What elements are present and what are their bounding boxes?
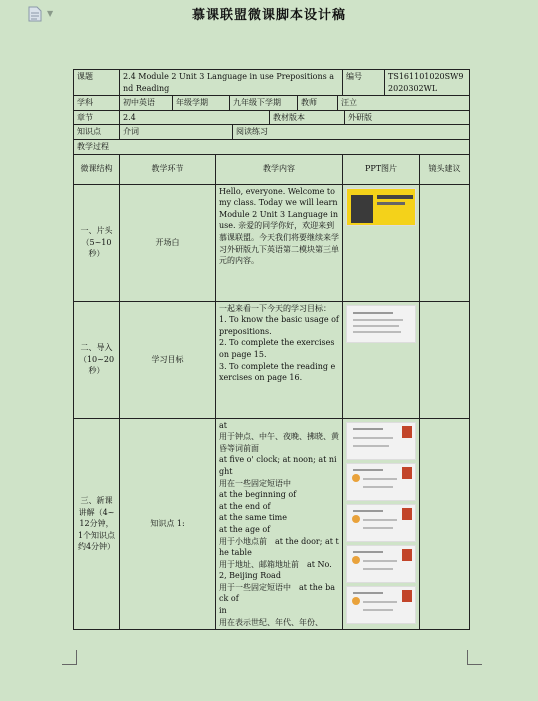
- page-title: 慕课联盟微课脚本设计稿: [191, 8, 346, 23]
- process-row: [74, 139, 470, 154]
- row-shot: [420, 418, 470, 630]
- ppt-thumbnail: [346, 463, 416, 501]
- row-step: 学习目标: [120, 301, 216, 418]
- row-content: at 用于钟点、中午、夜晚、拂晓、黄昏等词前面 at five o' clock; at noon; at night 用在一些固定短语中 at the beginning of at the end of at the same time at the age of 用于小地点前 at the door; at the table 用于地址、邮箱地址前 at No.2, Beijing Road 用于一些固定短语中 at the back of in 用在表示世纪、年代、年份、: [216, 418, 343, 630]
- row-shot: [420, 301, 470, 418]
- chapter-value: 2.4: [120, 111, 270, 125]
- header-structure: 微课结构: [74, 154, 120, 184]
- page-corner-mark: [62, 650, 77, 665]
- row-opening: [74, 184, 470, 301]
- topic-row: [74, 70, 470, 96]
- ppt-thumbnail: [346, 504, 416, 542]
- teacher-label: 教师: [298, 96, 338, 110]
- code-value: TS161101020SW92020302WL: [388, 72, 464, 93]
- subject-label: 学科: [74, 96, 120, 111]
- ppt-thumbnail: [346, 545, 416, 583]
- row-content: 一起来看一下今天的学习目标： 1. To know the basic usage of prepositions. 2. To complete the exercises on page 15. 3. To complete the reading exercises on page 16.: [216, 301, 343, 418]
- row-structure: 二、导入（10~20秒）: [74, 301, 120, 418]
- knowledge-row: [74, 125, 470, 140]
- script-table: [73, 69, 470, 630]
- row-structure: 一、片头（5~10秒）: [74, 184, 120, 301]
- row-ppt: [343, 184, 420, 301]
- header-row: [74, 154, 470, 184]
- process-label: 教学过程: [74, 139, 470, 154]
- knowledge-value: 介词: [120, 125, 233, 139]
- header-ppt: PPT图片: [343, 154, 420, 184]
- knowledge-value-2: 阅读练习: [236, 127, 268, 137]
- topic-label: 课题: [74, 70, 120, 96]
- header-step: 教学环节: [120, 154, 216, 184]
- row-structure: 三、新课讲解（4~12分钟，1个知识点约4分钟）: [74, 418, 120, 630]
- edition-value: 外研版: [348, 112, 372, 122]
- row-step: 开场白: [120, 184, 216, 301]
- row-shot: [420, 184, 470, 301]
- teacher-value: 汪立: [341, 98, 357, 108]
- code-label: 编号: [343, 70, 385, 95]
- knowledge-label: 知识点: [74, 125, 120, 140]
- header-content: 教学内容: [216, 154, 343, 184]
- row-step: 知识点 1:: [120, 418, 216, 630]
- chapter-label: 章节: [74, 110, 120, 125]
- ppt-thumbnail: [346, 305, 416, 343]
- subject-value: 初中英语: [120, 96, 173, 110]
- edition-label: 教材版本: [270, 111, 345, 125]
- ppt-thumbnail: [346, 586, 416, 624]
- page-corner-mark: [467, 650, 482, 665]
- topic-value: 2.4 Module 2 Unit 3 Language in use Prepositions and Reading: [120, 70, 343, 96]
- row-lesson: [74, 418, 470, 630]
- ppt-thumbnail: [346, 422, 416, 460]
- row-content: Hello, everyone. Welcome to my class. Today we will learn Module 2 Unit 3 Language in use. 亲爱的同学你好，欢迎来到慕课联盟。今天我们将要继续来学习外研版九下英语第二模块第三单元的内容。: [216, 184, 343, 301]
- ppt-thumbnail: [346, 188, 416, 226]
- dropdown-caret-icon[interactable]: ▼: [47, 9, 54, 18]
- chapter-row: [74, 110, 470, 125]
- stage-label: 年级学期: [173, 96, 230, 110]
- row-intro: [74, 301, 470, 418]
- grade-value: 九年级下学期: [230, 96, 298, 110]
- subject-row: [74, 96, 470, 111]
- row-ppt: [343, 301, 420, 418]
- header-shot: 镜头建议: [420, 154, 470, 184]
- row-ppt: [343, 418, 420, 630]
